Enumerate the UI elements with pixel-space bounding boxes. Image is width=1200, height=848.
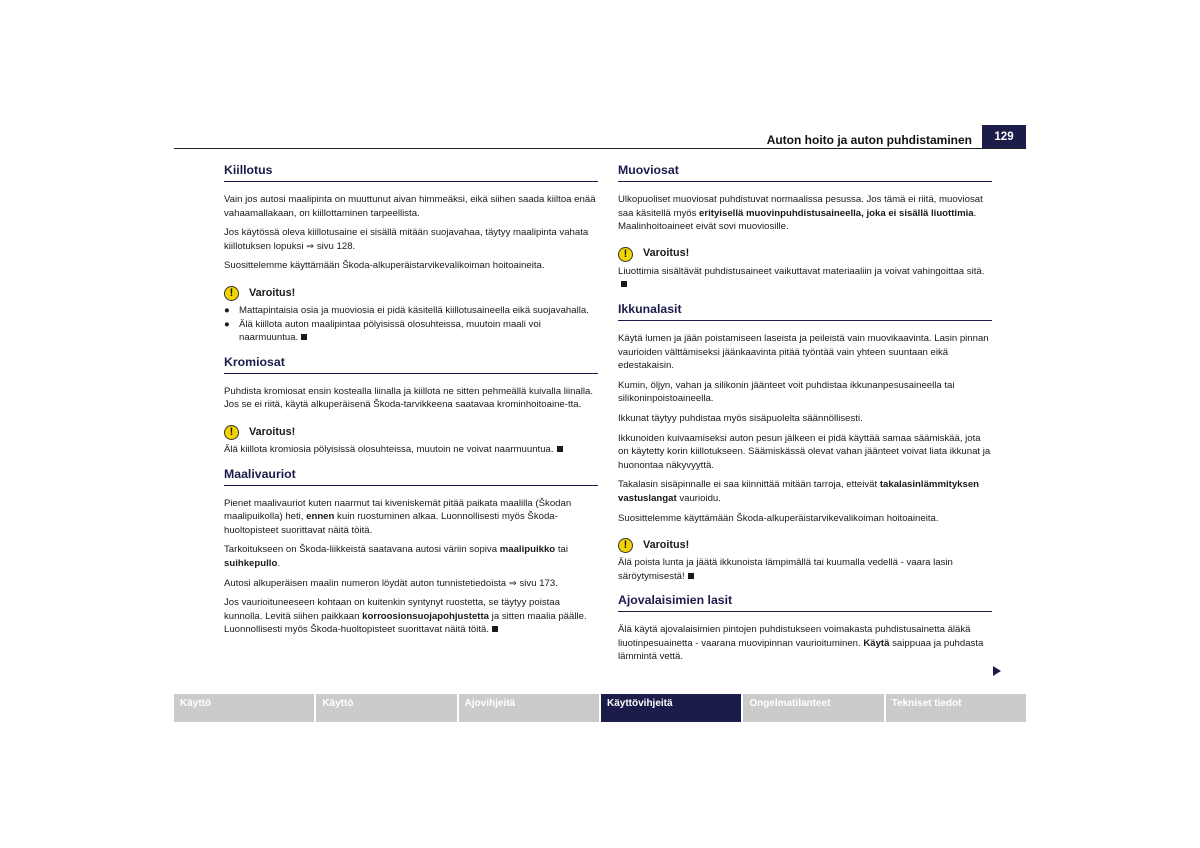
tab-kaytto-1[interactable]: Käyttö: [174, 694, 316, 722]
bullet-icon: ●: [224, 304, 230, 316]
warning-box: [224, 425, 598, 457]
paragraph: Ikkunat täytyy puhdistaa myös sisäpuolelta säännöllisesti.: [618, 412, 863, 424]
warning-text: Älä kiillota kromiosia pölyisissä olosuhteissa, muutoin ne voivat naarmuuntua.: [224, 443, 598, 457]
paragraph: Suosittelemme käyttämään Škoda-alkuperäistarvikevalikoiman hoitoaineita.: [224, 260, 545, 272]
warning-title: Varoitus!: [643, 247, 690, 260]
left-column: [224, 163, 598, 643]
next-page-arrow-icon[interactable]: [993, 666, 1001, 676]
paragraph: Puhdista kromiosat ensin kostealla liinalla ja kiillota ne sitten pehmeällä kuivalla liinalla. Jos se ei riitä, käytä alkuperäisenä Škoda-tarvikkeena saatavaa krominhoitoaine-tta.: [224, 385, 594, 411]
end-mark-icon: [688, 573, 694, 579]
paragraph: Pienet maalivauriot kuten naarmut tai kiveniskemät pitää paikata maalilla (Škodan maalipuikolla) heti, ennen kuin ruostuminen alkaa. Luonnollisesti myös Škoda-huoltopisteet suorittavat näitä töitä.: [224, 497, 572, 536]
section-heading-muoviosat: Muoviosat: [618, 163, 992, 182]
paragraph: Jos vaurioituneeseen kohtaan on kuitenkin syntynyt ruostetta, se täytyy poistaa kunnolla. Levitä siihen paikkaan korroosionsuojapohjustetta ja sitten maalia päälle. Luonnollisesti myös Škoda-huoltopisteet suorittavat näitä töitä.: [224, 597, 587, 636]
paragraph: Jos käytössä oleva kiillotusaine ei sisällä mitään suojavahaa, täytyy maalipinta vahata kiillotuksen lopuksi ⇒ sivu 128.: [224, 227, 589, 252]
end-mark-icon: [492, 626, 498, 632]
chapter-title: Auton hoito ja auton puhdistaminen: [766, 133, 972, 147]
warning-title: Varoitus!: [249, 425, 296, 438]
paragraph: Ikkunoiden kuivaamiseksi auton pesun jälkeen ei pidä käyttää samaa säämiskää, jota on käytetty korin kiillotukseen. Säämiskässä olevat vahan jäänteet voivat liata ikkunat ja huonontaa näkyvyyttä.: [618, 432, 991, 471]
end-mark-icon: [557, 446, 563, 452]
warning-box: [618, 538, 992, 583]
paragraph: Älä käytä ajovalaisimien pintojen puhdistukseen voimakasta puhdistusainetta äläkä liuotinpesuainetta - vaarana muovipinnan vaurioituminen. Käytä saippuaa ja puhdasta lämmintä vettä.: [618, 624, 984, 663]
warning-icon: !: [618, 247, 633, 262]
warning-icon: !: [224, 425, 239, 440]
paragraph: Suosittelemme käyttämään Škoda-alkuperäistarvikevalikoiman hoitoaineita.: [618, 512, 939, 524]
paragraph: Tarkoitukseen on Škoda-liikkeistä saatavana autosi väriin sopiva maalipuikko tai suihkepullo.: [224, 544, 568, 569]
paragraph: Autosi alkuperäisen maalin numeron löydät auton tunnistetiedoista ⇒ sivu 173.: [224, 577, 558, 589]
warning-header: [224, 286, 598, 301]
right-column: [618, 163, 992, 670]
chapter-tabs: [174, 694, 1026, 722]
warning-header: [224, 425, 598, 440]
warning-title: Varoitus!: [249, 286, 296, 299]
paragraph: Vain jos autosi maalipinta on muuttunut aivan himmeäksi, eikä siihen saada kiiltoa enää vahaamallakaan, on kiillottaminen tarpeellista.: [224, 194, 596, 219]
end-mark-icon: [301, 334, 307, 340]
page-number: 129: [982, 125, 1026, 149]
warning-header: [618, 538, 992, 553]
tab-kayttovihjeita[interactable]: Käyttövihjeitä: [601, 694, 743, 722]
tab-ongelmatilanteet[interactable]: Ongelmatilanteet: [743, 694, 885, 722]
section-heading-kromiosat: Kromiosat: [224, 355, 598, 374]
tab-ajovihjeita[interactable]: Ajovihjeitä: [459, 694, 601, 722]
header-divider: [174, 148, 1026, 149]
warning-header: [618, 247, 992, 262]
paragraph: Ulkopuoliset muoviosat puhdistuvat normaalissa pesussa. Jos tämä ei riitä, muoviosat saa käsitellä myös erityisellä muovinpuhdistusaineella, joka ei sisällä liuottimia. Maalinhoitoaineet eivät sovi muoviosille.: [618, 194, 983, 233]
bullet-item: ● Älä kiillota auton maalipintaa pölyisissä olosuhteissa, muutoin maali voi naarmuuntua.: [224, 318, 541, 344]
section-heading-ajovalaisimien-lasit: Ajovalaisimien lasit: [618, 593, 992, 612]
section-heading-maalivauriot: Maalivauriot: [224, 467, 598, 486]
warning-box: [224, 286, 598, 345]
end-mark-icon: [621, 281, 627, 287]
warning-title: Varoitus!: [643, 538, 690, 551]
warning-text: Älä poista lunta ja jäätä ikkunoista lämpimällä tai kuumalla vedellä - vaara lasin säröytymisestä!: [618, 557, 953, 582]
section-heading-kiillotus: Kiillotus: [224, 163, 598, 182]
warning-icon: !: [618, 538, 633, 553]
warning-icon: !: [224, 286, 239, 301]
bullet-icon: ●: [224, 318, 230, 330]
paragraph: Kumin, öljyn, vahan ja silikonin jäänteet voit puhdistaa ikkunanpesusaineella tai silikoninpoistoaineella.: [618, 379, 955, 405]
warning-text: Liuottimia sisältävät puhdistusaineet vaikuttavat materiaaliin ja voivat vahingoittaa sitä.: [618, 265, 992, 292]
tab-kaytto-2[interactable]: Käyttö: [316, 694, 458, 722]
paragraph: Käytä lumen ja jään poistamiseen laseista ja peileistä vain muovikaavinta. Lasin pinnan vaurioiden välttämiseksi jäänkaavinta pitää työntää vain yhteen suuntaan eikä edestakaisin.: [618, 332, 989, 372]
bullet-item: ● Mattapintaisia osia ja muoviosia ei pidä käsitellä kiillotusaineella eikä suojavahalla.: [224, 304, 589, 316]
paragraph: Takalasin sisäpinnalle ei saa kiinnittää mitään tarroja, etteivät takalasinlämmityksen vastuslangat vaurioidu.: [618, 479, 980, 504]
warning-box: [618, 247, 992, 292]
tab-tekniset-tiedot[interactable]: Tekniset tiedot: [886, 694, 1026, 722]
section-heading-ikkunalasit: Ikkunalasit: [618, 302, 992, 321]
